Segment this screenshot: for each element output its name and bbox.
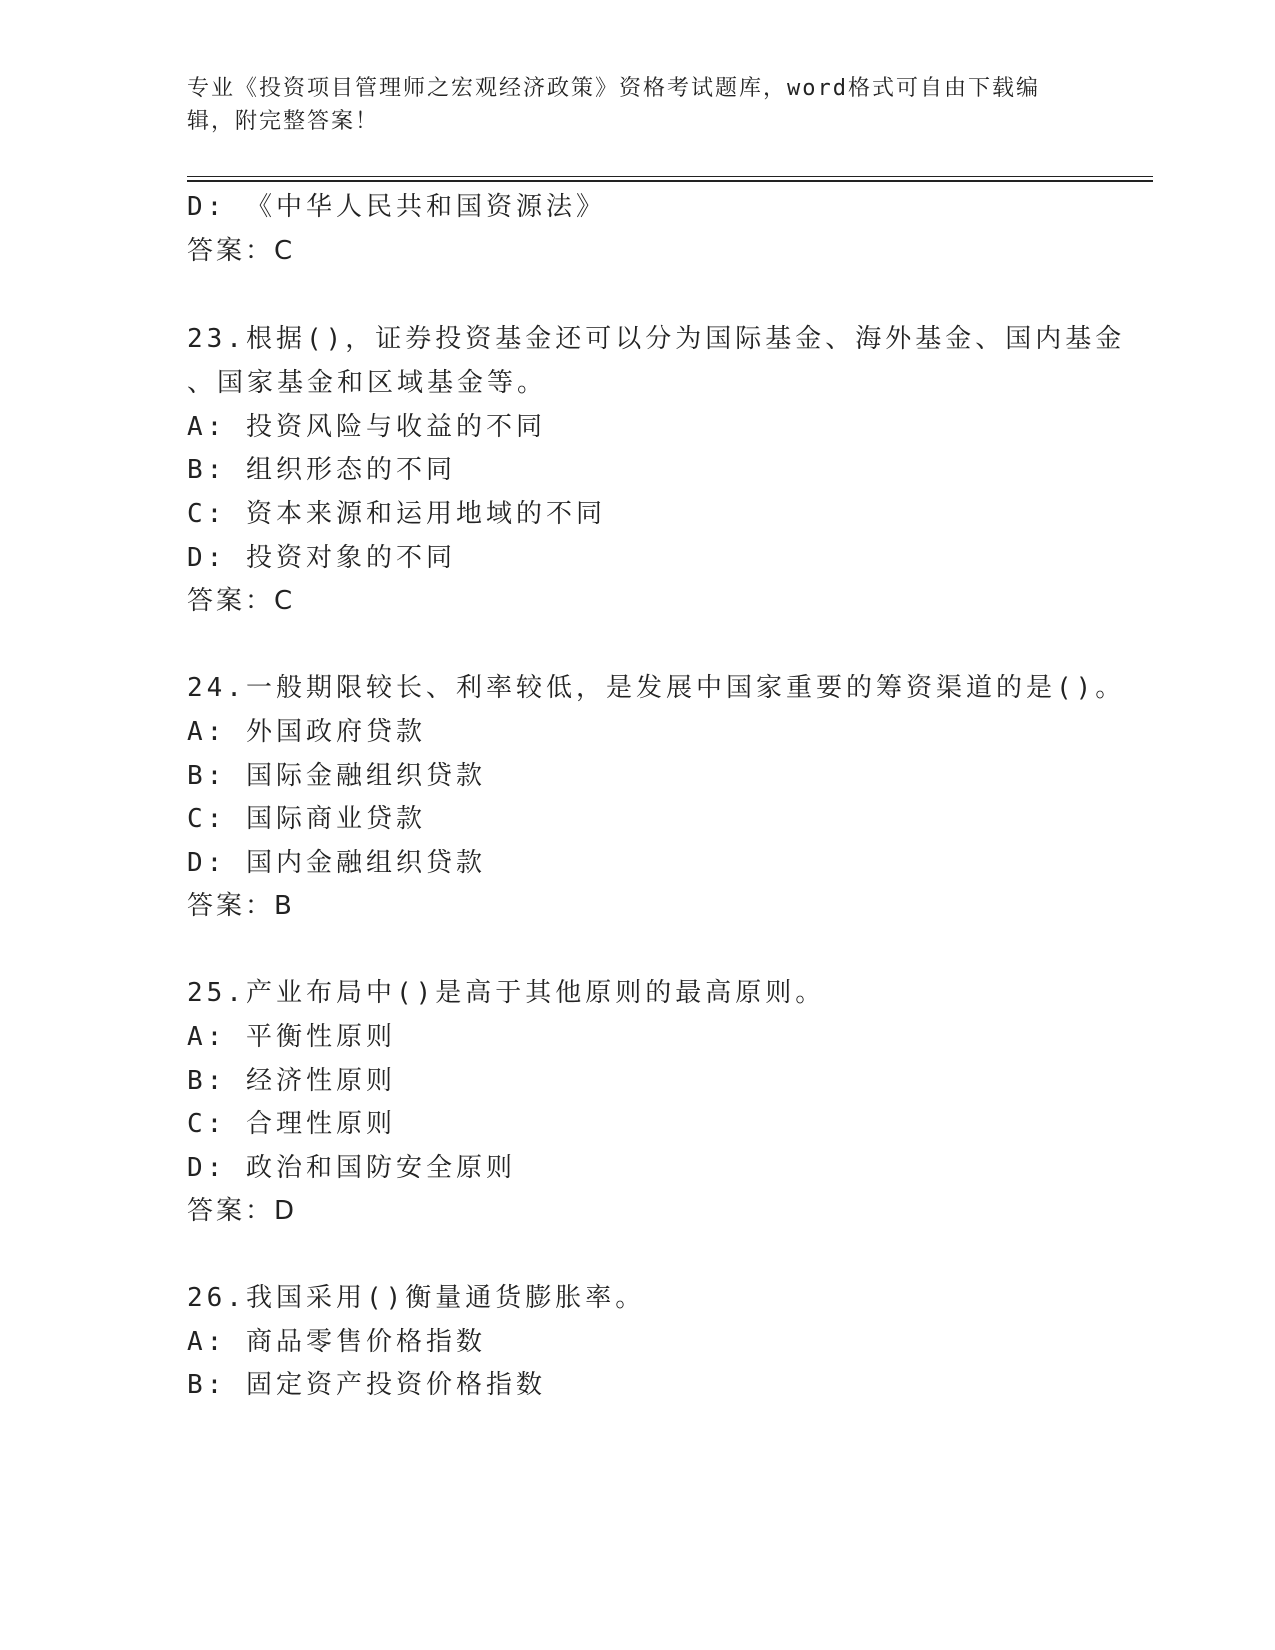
answer: 答案：C [187,586,296,616]
answer: 答案：B [187,891,295,921]
option-d: D: 政治和国防安全原则 [187,1153,516,1183]
document-header [187,72,1067,138]
option-c: C: 资本来源和运用地域的不同 [187,499,606,529]
option-d: D: 《中华人民共和国资源法》 [187,192,606,222]
option-a: A: 商品零售价格指数 [187,1327,486,1357]
question-24-text: 24.一般期限较长、利率较低，是发展中国家重要的筹资渠道的是()。 [187,673,1126,703]
option-d: D: 投资对象的不同 [187,543,456,573]
answer: 答案：D [187,1196,298,1226]
question-26-text: 26.我国采用()衡量通货膨胀率。 [187,1283,646,1313]
question-25-text: 25.产业布局中()是高于其他原则的最高原则。 [187,978,826,1008]
option-a: A: 平衡性原则 [187,1022,396,1052]
header-line-1: 专业《投资项目管理师之宏观经济政策》资格考试题库，word格式可自由下载编 [187,76,1040,101]
option-c: C: 国际商业贷款 [187,804,426,834]
option-b: B: 国际金融组织贷款 [187,761,486,791]
option-a: A: 投资风险与收益的不同 [187,412,546,442]
header-divider-thick [187,180,1153,182]
option-a: A: 外国政府贷款 [187,717,426,747]
option-c: C: 合理性原则 [187,1109,396,1139]
option-b: B: 经济性原则 [187,1066,396,1096]
option-d: D: 国内金融组织贷款 [187,848,486,878]
question-23-text-cont: 、国家基金和区域基金等。 [187,368,548,398]
option-b: B: 组织形态的不同 [187,455,456,485]
answer: 答案：C [187,236,296,266]
question-23-text: 23.根据()，证券投资基金还可以分为国际基金、海外基金、国内基金 [187,324,1126,354]
header-line-2: 辑，附完整答案！ [187,109,380,134]
option-b: B: 固定资产投资价格指数 [187,1370,546,1400]
header-divider-thin [187,176,1153,177]
